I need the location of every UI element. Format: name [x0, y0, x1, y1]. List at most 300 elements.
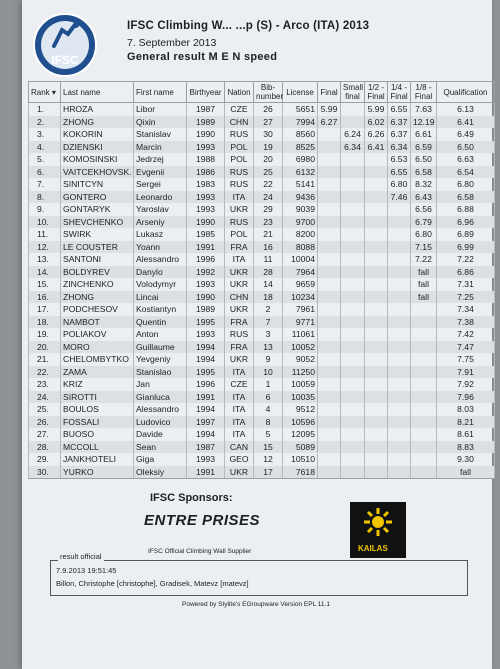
cell-bib: 11 — [254, 253, 283, 266]
cell-license: 9436 — [283, 191, 318, 204]
cell-birth: 1994 — [187, 353, 225, 366]
cell-rank: 12. — [29, 241, 61, 254]
cell-first: Stanislao — [134, 366, 187, 379]
cell-qual: 7.92 — [437, 378, 495, 391]
cell-small — [341, 153, 365, 166]
cell-qual: 7.42 — [437, 328, 495, 341]
cell-first: Evgenii — [134, 166, 187, 179]
cell-bib: 21 — [254, 228, 283, 241]
cell-bib: 3 — [254, 328, 283, 341]
table-row — [29, 103, 495, 116]
cell-last: CHELOMBYTKO — [61, 353, 134, 366]
cell-final — [318, 453, 341, 466]
col-nation: Nation — [225, 82, 254, 103]
table-row — [29, 328, 495, 341]
cell-last: BOULOS — [61, 403, 134, 416]
table-row — [29, 453, 495, 466]
cell-first: Yaroslav — [134, 203, 187, 216]
cell-birth: 1990 — [187, 216, 225, 229]
cell-eighth — [411, 316, 437, 329]
sponsors-title: IFSC Sponsors: — [150, 492, 233, 504]
cell-qual: fall — [437, 466, 495, 479]
cell-final — [318, 303, 341, 316]
cell-half — [365, 378, 388, 391]
cell-qual: 9.30 — [437, 453, 495, 466]
cell-nation: RUS — [225, 328, 254, 341]
table-row — [29, 278, 495, 291]
cell-bib: 14 — [254, 278, 283, 291]
cell-rank: 2. — [29, 116, 61, 129]
result-judges: Billon, Christophe [christophe], Gradisek, Matevz [matevz] — [56, 579, 249, 588]
cell-eighth — [411, 341, 437, 354]
col-final: Final — [318, 82, 341, 103]
cell-birth: 1987 — [187, 103, 225, 116]
table-row — [29, 178, 495, 191]
table-row — [29, 241, 495, 254]
cell-small — [341, 441, 365, 454]
cell-birth: 1992 — [187, 266, 225, 279]
cell-nation: ITA — [225, 366, 254, 379]
cell-small — [341, 353, 365, 366]
cell-half — [365, 316, 388, 329]
cell-first: Ludovico — [134, 416, 187, 429]
cell-final: 6.27 — [318, 116, 341, 129]
cell-quarter — [388, 378, 411, 391]
cell-license: 10059 — [283, 378, 318, 391]
cell-half: 6.41 — [365, 141, 388, 154]
cell-qual: 7.31 — [437, 278, 495, 291]
cell-last: LE COUSTER — [61, 241, 134, 254]
results-table — [28, 81, 495, 479]
cell-last: SINITCYN — [61, 178, 134, 191]
cell-small: 6.34 — [341, 141, 365, 154]
cell-half — [365, 441, 388, 454]
cell-quarter — [388, 328, 411, 341]
cell-birth: 1986 — [187, 166, 225, 179]
cell-bib: 2 — [254, 303, 283, 316]
cell-nation: CAN — [225, 441, 254, 454]
cell-license: 5651 — [283, 103, 318, 116]
table-row — [29, 253, 495, 266]
cell-half — [365, 166, 388, 179]
cell-small — [341, 241, 365, 254]
cell-eighth: 6.59 — [411, 141, 437, 154]
cell-bib: 24 — [254, 191, 283, 204]
cell-rank: 30. — [29, 466, 61, 479]
cell-birth: 1994 — [187, 428, 225, 441]
cell-half — [365, 291, 388, 304]
cell-nation: ITA — [225, 403, 254, 416]
cell-birth: 1994 — [187, 341, 225, 354]
cell-qual: 7.75 — [437, 353, 495, 366]
cell-quarter — [388, 403, 411, 416]
cell-small — [341, 278, 365, 291]
cell-qual: 7.34 — [437, 303, 495, 316]
cell-qual: 6.86 — [437, 266, 495, 279]
table-row — [29, 466, 495, 479]
col-eighth-final: 1/8 - Final — [411, 82, 437, 103]
cell-license: 12095 — [283, 428, 318, 441]
cell-half — [365, 153, 388, 166]
cell-rank: 17. — [29, 303, 61, 316]
cell-quarter — [388, 391, 411, 404]
cell-last: SANTONI — [61, 253, 134, 266]
cell-eighth: 6.79 — [411, 216, 437, 229]
cell-final — [318, 428, 341, 441]
cell-qual: 8.03 — [437, 403, 495, 416]
cell-license: 8088 — [283, 241, 318, 254]
cell-final — [318, 466, 341, 479]
cell-nation: ITA — [225, 191, 254, 204]
cell-birth: 1989 — [187, 303, 225, 316]
cell-small — [341, 453, 365, 466]
cell-license: 11061 — [283, 328, 318, 341]
cell-nation: GEO — [225, 453, 254, 466]
cell-rank: 11. — [29, 228, 61, 241]
cell-eighth: 7.22 — [411, 253, 437, 266]
cell-eighth: fall — [411, 291, 437, 304]
col-quarter-final: 1/4 - Final — [388, 82, 411, 103]
cell-first: Gianluca — [134, 391, 187, 404]
cell-small — [341, 328, 365, 341]
cell-bib: 30 — [254, 128, 283, 141]
cell-rank: 26. — [29, 416, 61, 429]
cell-half — [365, 341, 388, 354]
cell-nation: RUS — [225, 216, 254, 229]
cell-first: Jedrzej — [134, 153, 187, 166]
cell-half — [365, 178, 388, 191]
cell-birth: 1996 — [187, 253, 225, 266]
cell-last: KRIZ — [61, 378, 134, 391]
cell-bib: 18 — [254, 291, 283, 304]
cell-last: HROZA — [61, 103, 134, 116]
cell-first: Davide — [134, 428, 187, 441]
logo-text: IFSC — [51, 53, 79, 67]
cell-license: 10004 — [283, 253, 318, 266]
cell-nation: CHN — [225, 116, 254, 129]
cell-last: GONTARYK — [61, 203, 134, 216]
table-row — [29, 266, 495, 279]
cell-quarter — [388, 303, 411, 316]
cell-rank: 22. — [29, 366, 61, 379]
cell-last: ZAMA — [61, 366, 134, 379]
cell-first: Sean — [134, 441, 187, 454]
cell-bib: 19 — [254, 141, 283, 154]
cell-qual: 6.80 — [437, 178, 495, 191]
cell-quarter — [388, 316, 411, 329]
cell-rank: 24. — [29, 391, 61, 404]
cell-quarter: 6.55 — [388, 166, 411, 179]
cell-last: DZIENSKI — [61, 141, 134, 154]
cell-small — [341, 416, 365, 429]
cell-first: Oleksiy — [134, 466, 187, 479]
cell-birth: 1996 — [187, 378, 225, 391]
cell-eighth: fall — [411, 266, 437, 279]
cell-nation: CHN — [225, 291, 254, 304]
cell-first: Giga — [134, 453, 187, 466]
cell-quarter — [388, 466, 411, 479]
cell-license: 9512 — [283, 403, 318, 416]
cell-quarter: 6.37 — [388, 128, 411, 141]
cell-final — [318, 153, 341, 166]
cell-nation: POL — [225, 228, 254, 241]
cell-small — [341, 378, 365, 391]
cell-eighth: 6.56 — [411, 203, 437, 216]
cell-first: Yevgeniy — [134, 353, 187, 366]
cell-qual: 6.89 — [437, 228, 495, 241]
cell-last: PODCHESOV — [61, 303, 134, 316]
col-first-name: First name — [134, 82, 187, 103]
cell-bib: 9 — [254, 353, 283, 366]
cell-birth: 1993 — [187, 141, 225, 154]
cell-nation: FRA — [225, 316, 254, 329]
cell-small — [341, 253, 365, 266]
cell-small — [341, 391, 365, 404]
cell-final — [318, 178, 341, 191]
cell-license: 7618 — [283, 466, 318, 479]
cell-first: Libor — [134, 103, 187, 116]
cell-small — [341, 291, 365, 304]
cell-qual: 7.91 — [437, 366, 495, 379]
cell-rank: 25. — [29, 403, 61, 416]
cell-half — [365, 303, 388, 316]
cell-rank: 18. — [29, 316, 61, 329]
cell-birth: 1983 — [187, 178, 225, 191]
cell-first: Jan — [134, 378, 187, 391]
table-row — [29, 116, 495, 129]
cell-eighth — [411, 391, 437, 404]
cell-first: Kostiantyn — [134, 303, 187, 316]
cell-first: Lukasz — [134, 228, 187, 241]
cell-license: 7964 — [283, 266, 318, 279]
cell-rank: 5. — [29, 153, 61, 166]
cell-license: 10035 — [283, 391, 318, 404]
cell-nation: RUS — [225, 166, 254, 179]
powered-by: Powered by Stylite's EGroupware Version EPL 11.1 — [182, 601, 330, 608]
cell-final — [318, 366, 341, 379]
cell-license: 9700 — [283, 216, 318, 229]
cell-qual: 6.99 — [437, 241, 495, 254]
cell-small: 6.24 — [341, 128, 365, 141]
cell-last: SWIRK — [61, 228, 134, 241]
cell-small — [341, 303, 365, 316]
cell-license: 7994 — [283, 116, 318, 129]
cell-eighth: fall — [411, 278, 437, 291]
cell-birth: 1990 — [187, 128, 225, 141]
cell-first: Qixin — [134, 116, 187, 129]
cell-first: Alessandro — [134, 403, 187, 416]
cell-birth: 1991 — [187, 391, 225, 404]
cell-bib: 7 — [254, 316, 283, 329]
cell-final — [318, 391, 341, 404]
cell-half — [365, 266, 388, 279]
col-bib: Bib-number — [254, 82, 283, 103]
cell-nation: RUS — [225, 128, 254, 141]
cell-final — [318, 341, 341, 354]
cell-small — [341, 228, 365, 241]
cell-half — [365, 453, 388, 466]
event-date: 7. September 2013 — [127, 37, 217, 49]
cell-final — [318, 416, 341, 429]
cell-license: 9039 — [283, 203, 318, 216]
cell-nation: POL — [225, 153, 254, 166]
cell-half — [365, 391, 388, 404]
entre-prises-caption: IFSC Official Climbing Wall Supplier — [148, 548, 252, 555]
cell-first: Guillaume — [134, 341, 187, 354]
cell-first: Danylo — [134, 266, 187, 279]
cell-final — [318, 278, 341, 291]
cell-nation: UKR — [225, 466, 254, 479]
cell-birth: 1985 — [187, 228, 225, 241]
cell-first: Marcin — [134, 141, 187, 154]
cell-half — [365, 403, 388, 416]
cell-last: GONTERO — [61, 191, 134, 204]
cell-eighth — [411, 428, 437, 441]
cell-rank: 20. — [29, 341, 61, 354]
cell-last: ZHONG — [61, 291, 134, 304]
cell-birth: 1993 — [187, 328, 225, 341]
table-header — [29, 82, 495, 103]
cell-last: MORO — [61, 341, 134, 354]
cell-small — [341, 103, 365, 116]
result-official-label: result official — [60, 552, 102, 561]
cell-birth: 1994 — [187, 403, 225, 416]
table-row — [29, 228, 495, 241]
cell-license: 8560 — [283, 128, 318, 141]
cell-eighth — [411, 303, 437, 316]
cell-half — [365, 253, 388, 266]
ifsc-logo — [32, 12, 98, 78]
cell-license: 10510 — [283, 453, 318, 466]
cell-quarter — [388, 341, 411, 354]
cell-quarter — [388, 253, 411, 266]
cell-eighth: 7.15 — [411, 241, 437, 254]
cell-rank: 7. — [29, 178, 61, 191]
cell-nation: FRA — [225, 241, 254, 254]
cell-half — [365, 428, 388, 441]
table-row — [29, 303, 495, 316]
cell-license: 9771 — [283, 316, 318, 329]
cell-eighth: 6.58 — [411, 166, 437, 179]
cell-last: MCCOLL — [61, 441, 134, 454]
cell-half — [365, 203, 388, 216]
cell-half — [365, 466, 388, 479]
table-row — [29, 166, 495, 179]
cell-nation: UKR — [225, 303, 254, 316]
cell-license: 10052 — [283, 341, 318, 354]
result-timestamp: 7.9.2013 19:51:45 — [56, 566, 117, 575]
cell-birth: 1987 — [187, 441, 225, 454]
cell-qual: 7.96 — [437, 391, 495, 404]
table-row — [29, 353, 495, 366]
cell-eighth: 6.61 — [411, 128, 437, 141]
cell-final — [318, 141, 341, 154]
cell-half — [365, 328, 388, 341]
cell-final: 5.99 — [318, 103, 341, 116]
cell-small — [341, 178, 365, 191]
cell-small — [341, 216, 365, 229]
cell-bib: 17 — [254, 466, 283, 479]
cell-last: SIROTTI — [61, 391, 134, 404]
cell-birth: 1995 — [187, 366, 225, 379]
cell-first: Quentin — [134, 316, 187, 329]
cell-bib: 12 — [254, 453, 283, 466]
cell-final — [318, 266, 341, 279]
cell-qual: 7.25 — [437, 291, 495, 304]
cell-eighth — [411, 328, 437, 341]
kailas-text: KAILAS — [358, 544, 388, 553]
cell-quarter — [388, 266, 411, 279]
cell-nation: UKR — [225, 203, 254, 216]
cell-bib: 5 — [254, 428, 283, 441]
cell-birth: 1991 — [187, 241, 225, 254]
cell-final — [318, 241, 341, 254]
cell-rank: 15. — [29, 278, 61, 291]
cell-last: KOMOSINSKI — [61, 153, 134, 166]
cell-nation: POL — [225, 141, 254, 154]
cell-bib: 27 — [254, 116, 283, 129]
cell-final — [318, 216, 341, 229]
cell-half — [365, 216, 388, 229]
cell-final — [318, 191, 341, 204]
cell-eighth — [411, 403, 437, 416]
cell-license: 5089 — [283, 441, 318, 454]
cell-birth: 1989 — [187, 116, 225, 129]
cell-final — [318, 228, 341, 241]
cell-nation: RUS — [225, 178, 254, 191]
cell-eighth — [411, 378, 437, 391]
result-heading: General result M E N speed — [127, 51, 278, 63]
col-small-final: Small final — [341, 82, 365, 103]
cell-bib: 23 — [254, 216, 283, 229]
col-half-final: 1/2 - Final — [365, 82, 388, 103]
cell-birth: 1990 — [187, 291, 225, 304]
cell-eighth — [411, 441, 437, 454]
cell-bib: 15 — [254, 441, 283, 454]
cell-bib: 28 — [254, 266, 283, 279]
table-row — [29, 391, 495, 404]
cell-rank: 28. — [29, 441, 61, 454]
cell-quarter: 6.55 — [388, 103, 411, 116]
cell-bib: 16 — [254, 241, 283, 254]
cell-nation: FRA — [225, 341, 254, 354]
cell-quarter — [388, 203, 411, 216]
cell-qual: 8.83 — [437, 441, 495, 454]
cell-half: 6.26 — [365, 128, 388, 141]
cell-first: Yoann — [134, 241, 187, 254]
cell-half — [365, 366, 388, 379]
cell-qual: 8.21 — [437, 416, 495, 429]
cell-nation: CZE — [225, 103, 254, 116]
cell-qual: 7.22 — [437, 253, 495, 266]
cell-small — [341, 266, 365, 279]
cell-rank: 3. — [29, 128, 61, 141]
table-row — [29, 203, 495, 216]
cell-birth: 1991 — [187, 466, 225, 479]
cell-rank: 29. — [29, 453, 61, 466]
cell-first: Stanislav — [134, 128, 187, 141]
table-row — [29, 403, 495, 416]
cell-eighth: 6.43 — [411, 191, 437, 204]
cell-final — [318, 128, 341, 141]
cell-license: 10234 — [283, 291, 318, 304]
cell-quarter — [388, 441, 411, 454]
table-row — [29, 153, 495, 166]
cell-bib: 13 — [254, 341, 283, 354]
cell-rank: 13. — [29, 253, 61, 266]
cell-final — [318, 166, 341, 179]
cell-last: VAITCEKHOVSK. — [61, 166, 134, 179]
